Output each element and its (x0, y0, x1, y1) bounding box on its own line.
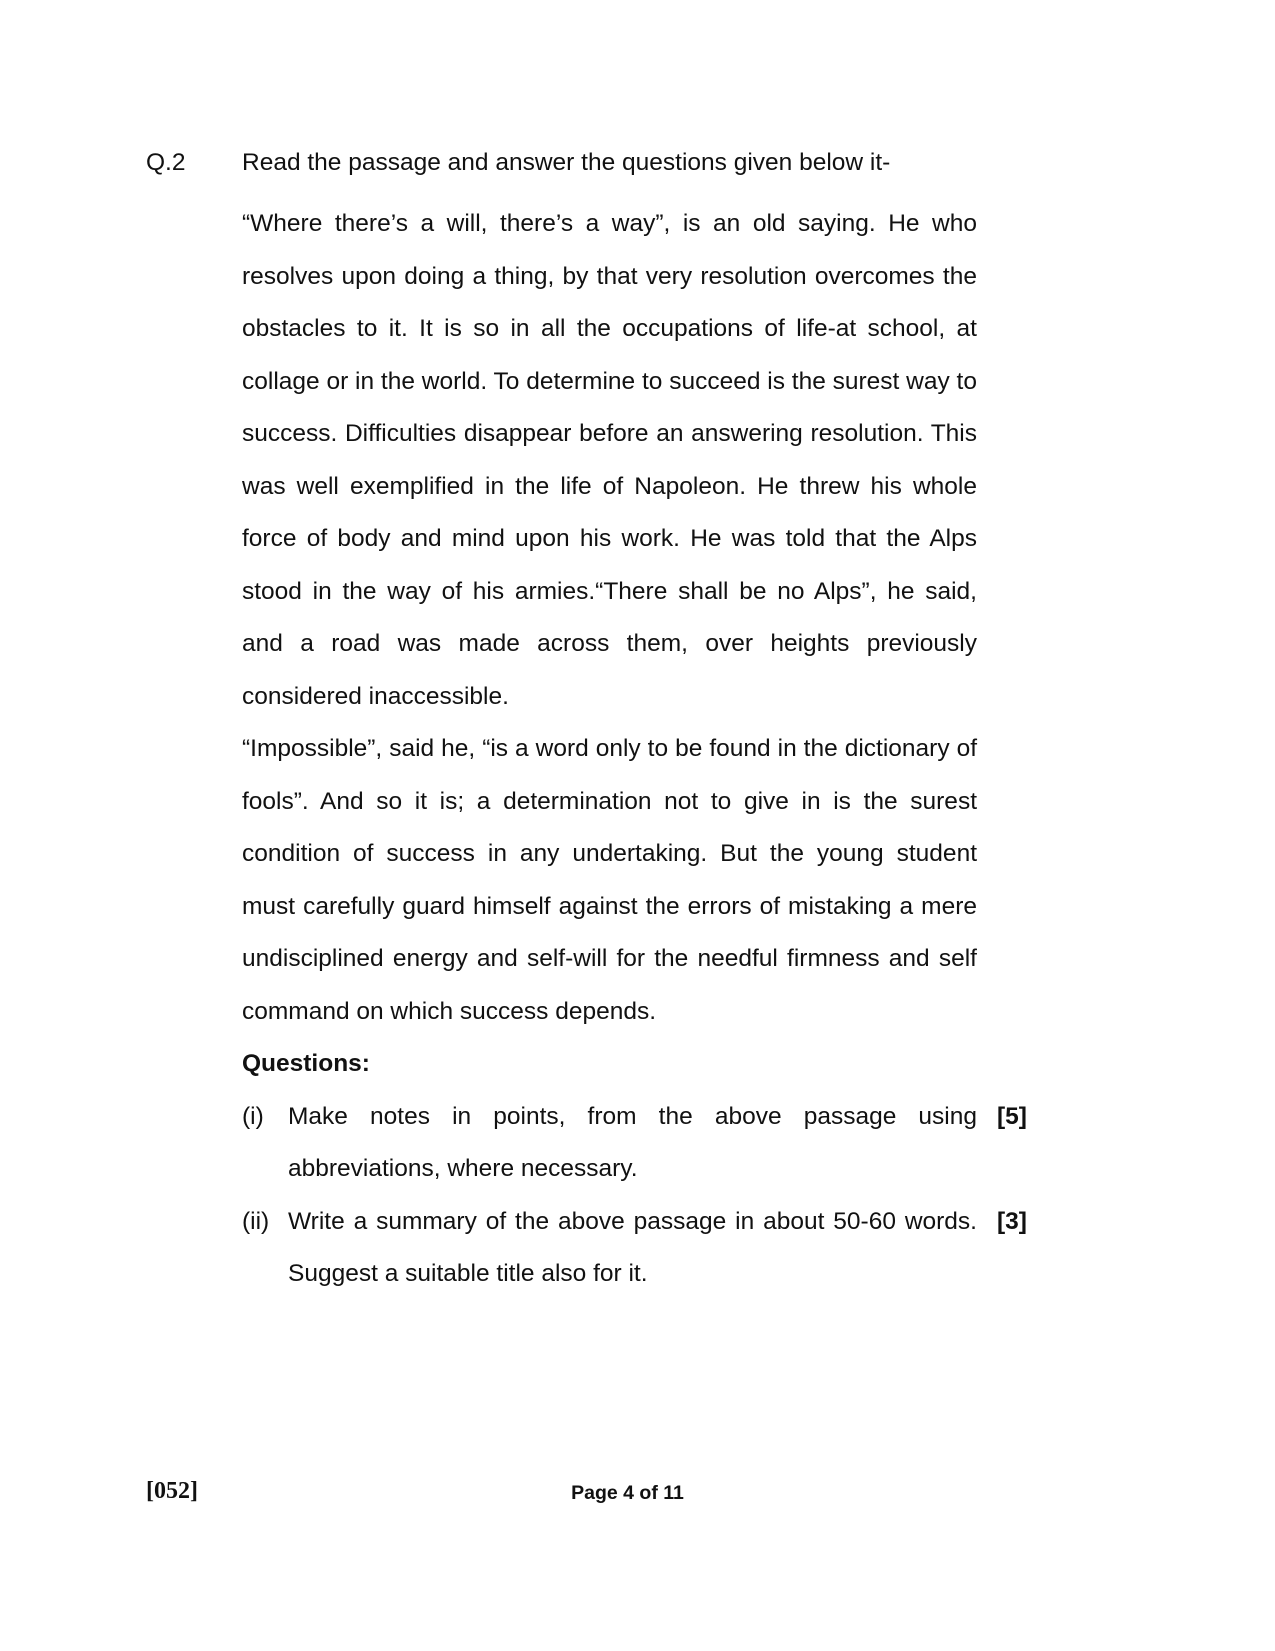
question-item-marks: [5] (997, 1102, 1027, 1130)
question-instruction: Read the passage and answer the questions given below it- (242, 149, 891, 176)
question-item-label: (i) (242, 1102, 264, 1130)
passage-paragraph-2: “Impossible”, said he, “is a word only to be found in the dictionary of fools”. And so it is; a determination not to give in is the surest condition of success in any undertaking. But the young student must carefully guard himself against the errors of mistaking a mere undisciplined energy and self-will for the needful firmness and self command on which success depends. (242, 735, 977, 1025)
question-number: Q.2 (146, 149, 186, 176)
question-content (242, 146, 1027, 1301)
question-item-marks: [3] (997, 1207, 1027, 1235)
question-item-text: Write a summary of the above passage in about 50-60 words. Suggest a suitable title also for it. (288, 1207, 977, 1287)
question-item-1 (242, 1091, 1027, 1196)
passage-paragraph-1: “Where there’s a will, there’s a way”, is an old saying. He who resolves upon doing a thing, by that very resolution overcomes the obstacles to it. It is so in all the occupations of life-at school, at collage or in the world. To determine to succeed is the surest way to success. Difficulties disappear before an answering resolution. This was well exemplified in the life of Napoleon. He threw his whole force of body and mind upon his work. He was told that the Alps stood in the way of his armies.“There shall be no Alps”, he said, and a road was made across them, over heights previously considered inaccessible. (242, 210, 977, 710)
question-item-2 (242, 1196, 1027, 1301)
question-item-label: (ii) (242, 1207, 270, 1235)
questions-heading: Questions: (242, 1050, 370, 1077)
question-item-text: Make notes in points, from the above passage using abbreviations, where necessary. (288, 1102, 977, 1182)
page-number: Page 4 of 11 (571, 1482, 684, 1504)
paper-code: [052] (146, 1478, 198, 1504)
